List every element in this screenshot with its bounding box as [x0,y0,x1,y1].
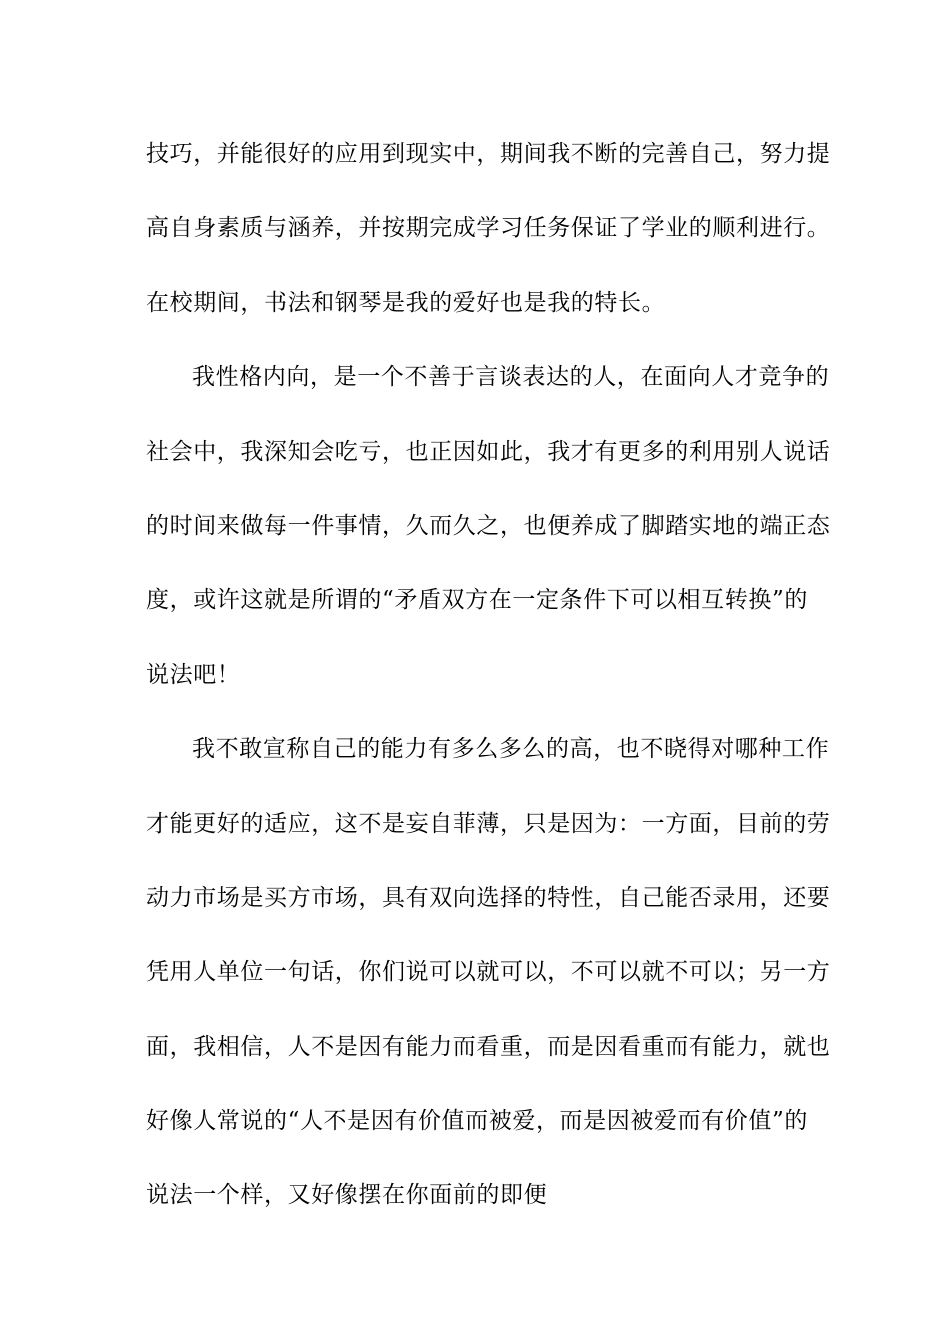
paragraph-first-line: 我不敢宣称自己的能力有多么多么的高，也不晓得对哪种工作 [192,736,830,763]
body-text [146,134,831,1250]
text-line: 才能更好的适应，这不是妄自菲薄，只是因为：一方面，目前的劳 [146,810,831,837]
text-line: 技巧，并能很好的应用到现实中，期间我不断的完善自己，努力提 [146,141,831,167]
text-line: 高自身素质与涵养，并按期完成学习任务保证了学业的顺利进行。 [146,215,831,242]
text-line: 面，我相信，人不是因有能力而看重，而是因看重而有能力，就也 [146,1033,831,1060]
text-line: 社会中，我深知会吃亏，也正因如此，我才有更多的利用别人说话 [146,438,831,465]
text-line: 度，或许这就是所谓的“矛盾双方在一定条件下可以相互转换”的 [146,587,808,614]
text-line: 好像人常说的“人不是因有价值而被爱，而是因被爱而有价值”的 [146,1108,808,1135]
text-line: 凭用人单位一句话，你们说可以就可以，不可以就不可以；另一方 [146,959,831,986]
text-line: 的时间来做每一件事情，久而久之，也便养成了脚踏实地的端正态 [146,512,831,539]
paragraph-first-line: 我性格内向，是一个不善于言谈表达的人，在面向人才竞争的 [192,364,830,391]
text-line: 在校期间，书法和钢琴是我的爱好也是我的特长。 [146,289,666,316]
text-line: 说法一个样，又好像摆在你面前的即便 [146,1182,548,1209]
text-line: 说法吧！ [146,661,241,688]
text-line: 动力市场是买方市场，具有双向选择的特性，自己能否录用，还要 [146,884,831,911]
